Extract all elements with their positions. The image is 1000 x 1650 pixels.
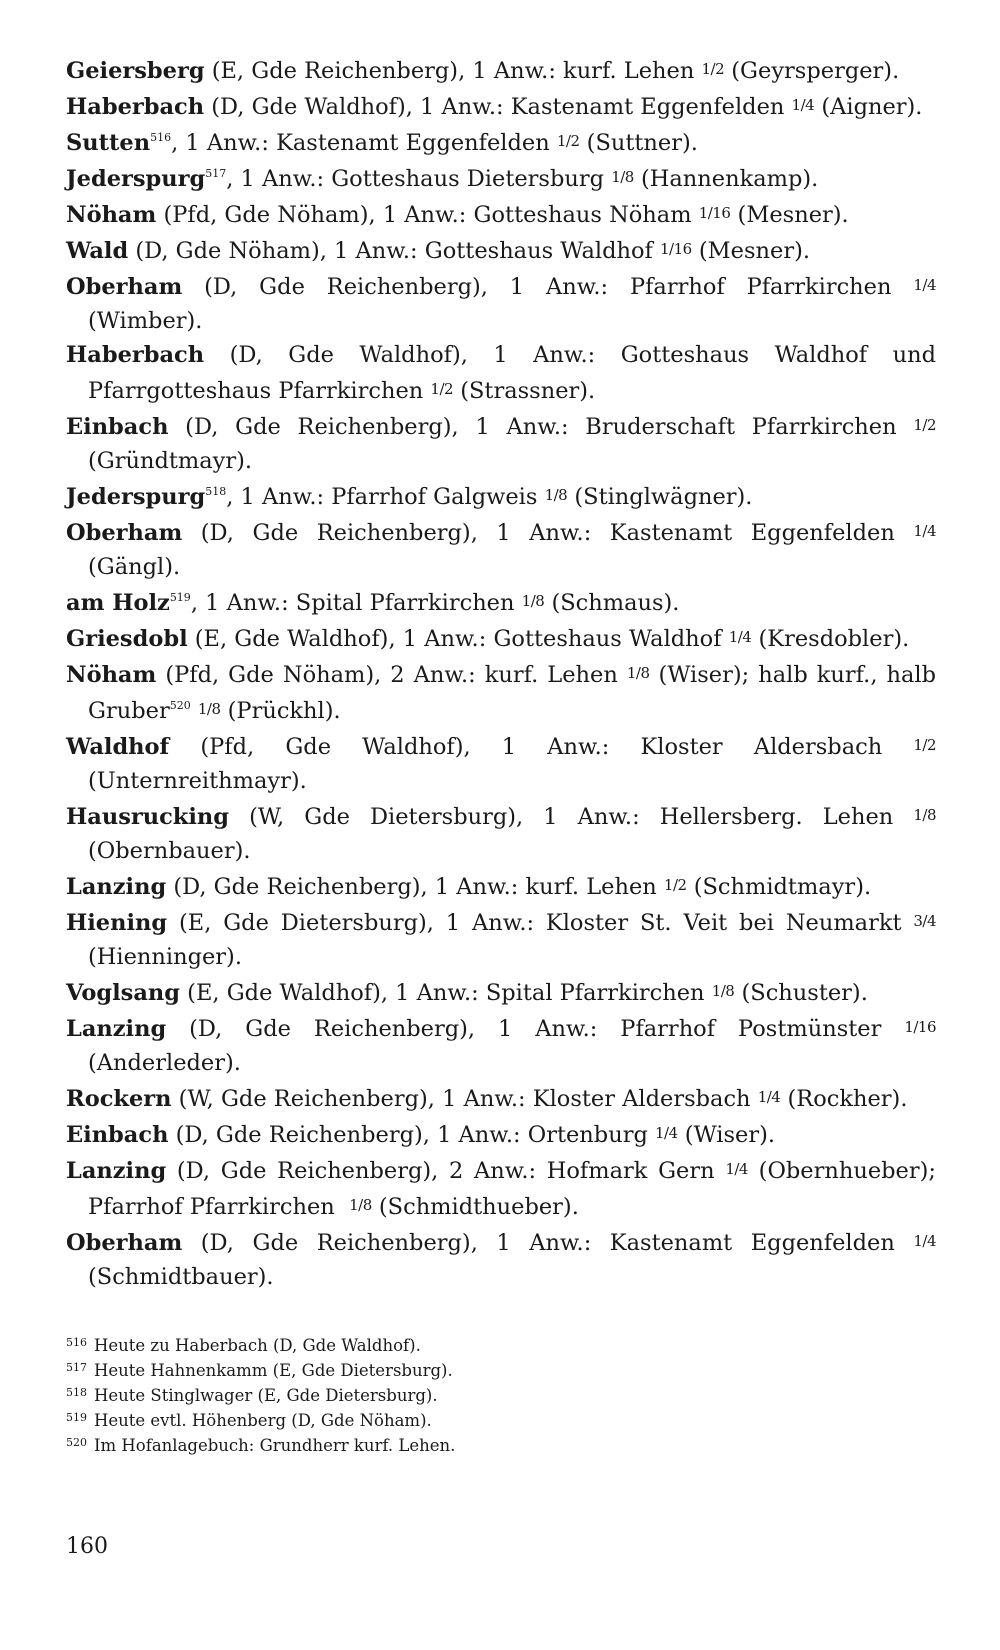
entry-text: (D, Gde Waldhof), 1 Anw.: Gotteshaus Waldhof und Pfarrgotteshaus Pfarrkirchen [88, 342, 936, 404]
footnote-ref: 516 [150, 131, 172, 144]
entry-text: (D, Gde Reichenberg), 1 Anw.: Pfarrhof Pfarrkirchen [182, 274, 914, 300]
place-name: Geiersberg [66, 58, 205, 84]
footnote-ref: 518 [205, 485, 227, 498]
footnote [66, 1357, 936, 1382]
share-fraction: 1/2 [430, 380, 454, 398]
place-name: Lanzing [66, 874, 167, 900]
place-name: Oberham [66, 520, 183, 546]
owner-name: (Aigner). [814, 94, 923, 120]
entry-text: (E, Gde Dietersburg), 1 Anw.: Kloster St. Veit bei Neumarkt [167, 910, 914, 936]
place-name: Wald [66, 238, 129, 264]
footnote [66, 1407, 936, 1432]
share-fraction: 1/4 [913, 522, 936, 540]
entry-text: (D, Gde Reichenberg), 1 Anw.: Pfarrhof Postmünster [166, 1016, 905, 1042]
footnote-text: Heute Stinglwager (E, Gde Dietersburg). [94, 1386, 438, 1405]
footnote-text: Heute evtl. Höhenberg (D, Gde Nöham). [94, 1411, 432, 1430]
share-fraction: 1/4 [728, 628, 752, 646]
entry-text: (E, Gde Waldhof), 1 Anw.: Spital Pfarrkirchen [180, 980, 712, 1006]
place-name: Lanzing [66, 1016, 167, 1042]
place-name: Jederspurg [66, 166, 206, 192]
owner-name: (Kresdobler). [751, 626, 910, 652]
share-fraction: 1/2 [701, 60, 725, 78]
owner-name: (Mesner). [730, 202, 849, 228]
share-fraction: 1/16 [660, 240, 692, 258]
share-fraction: 1/8 [913, 806, 936, 824]
owner-name: (Hienninger). [88, 944, 242, 970]
footnote-text: Heute zu Haberbach (D, Gde Waldhof). [94, 1336, 421, 1355]
entry-text: (D, Gde Waldhof), 1 Anw.: Kastenamt Eggenfelden [204, 94, 792, 120]
place-name: Voglsang [66, 980, 181, 1006]
entry-text: , 1 Anw.: Kastenamt Eggenfelden [171, 130, 557, 156]
share-fraction: 1/8 [611, 168, 634, 186]
owner-name: (Obernbauer). [88, 838, 251, 864]
entry [66, 1116, 936, 1152]
entry [66, 52, 936, 88]
entry [66, 1152, 936, 1224]
entry [66, 338, 936, 408]
owner-name: (Schmidtbauer). [88, 1264, 274, 1290]
share-fraction: 1/2 [913, 736, 936, 754]
entry [66, 584, 936, 620]
footnote-ref: 517 [205, 167, 227, 180]
entry-text: (Pfd, Gde Nöham), 2 Anw.: kurf. Lehen [156, 662, 627, 688]
entry [66, 408, 936, 478]
place-name: Sutten [66, 130, 151, 156]
footnote-ref: 519 [169, 591, 191, 604]
share-fraction: 1/2 [913, 416, 936, 434]
footnote-text: Im Hofanlagebuch: Grundherr kurf. Lehen. [94, 1436, 456, 1455]
owner-name: (Wimber). [88, 308, 203, 334]
place-name: Oberham [66, 1230, 183, 1256]
footnote-number: 516 [66, 1336, 87, 1349]
place-name: Haberbach [66, 342, 205, 368]
entry [66, 974, 936, 1010]
footnote [66, 1382, 936, 1407]
share-fraction: 1/8 [544, 486, 568, 504]
share-fraction: 1/2 [663, 876, 687, 894]
place-name: am Holz [66, 590, 170, 616]
owner-name: (Schmidtmayr). [686, 874, 872, 900]
entry-text: (E, Gde Waldhof), 1 Anw.: Gotteshaus Waldhof [187, 626, 729, 652]
owner-name: (Rockher). [780, 1086, 908, 1112]
owner-name: (Gängl). [88, 554, 181, 580]
entry-text: , 1 Anw.: Pfarrhof Galgweis [226, 484, 545, 510]
entry [66, 478, 936, 514]
owner-name: (Wiser). [677, 1122, 776, 1148]
entry [66, 620, 936, 656]
share-fraction: 1/4 [791, 96, 815, 114]
footnote-ref: 520 [169, 699, 191, 712]
owner-name: (Anderleder). [88, 1050, 241, 1076]
entry-text: (D, Gde Reichenberg), 1 Anw.: Ortenburg [168, 1122, 655, 1148]
place-name: Hiening [66, 910, 168, 936]
share-fraction: 1/16 [904, 1018, 936, 1036]
entry [66, 656, 936, 728]
share-fraction: 1/4 [655, 1124, 678, 1142]
footnote-number: 517 [66, 1361, 87, 1374]
page-body [66, 52, 936, 1457]
owner-name: (Schmaus). [544, 590, 680, 616]
entry [66, 514, 936, 584]
entry-text: , 1 Anw.: Gotteshaus Dietersburg [226, 166, 612, 192]
footnote [66, 1332, 936, 1357]
owner-name: (Hannenkamp). [633, 166, 819, 192]
footnote-number: 519 [66, 1411, 87, 1424]
entry [66, 868, 936, 904]
share-fraction: 1/8 [349, 1196, 372, 1214]
share-fraction: 1/8 [711, 982, 735, 1000]
owner-name: (Gründtmayr). [88, 448, 253, 474]
entry [66, 728, 936, 798]
entry-text: (D, Gde Reichenberg), 2 Anw.: Hofmark Gern [166, 1158, 726, 1184]
footnote-number: 520 [66, 1436, 87, 1449]
share-fraction: 1/16 [698, 204, 731, 222]
place-name: Waldhof [66, 734, 170, 760]
entry-list [66, 52, 936, 1294]
share-fraction: 1/8 [626, 664, 650, 682]
share-fraction: 1/8 [197, 700, 221, 718]
place-name: Hausrucking [66, 804, 230, 830]
entry [66, 268, 936, 338]
owner-name: (Schuster). [734, 980, 868, 1006]
entry [66, 232, 936, 268]
footnote-list [66, 1332, 936, 1457]
place-name: Lanzing [66, 1158, 167, 1184]
entry-text: (Pfd, Gde Waldhof), 1 Anw.: Kloster Aldersbach [169, 734, 914, 760]
place-name: Nöham [66, 662, 157, 688]
place-name: Rockern [66, 1086, 172, 1112]
footnote-number: 518 [66, 1386, 87, 1399]
entry [66, 798, 936, 868]
place-name: Griesdobl [66, 626, 188, 652]
owner-name: (Wiser); halb kurf., halb Gruber [88, 662, 936, 724]
place-name: Haberbach [66, 94, 205, 120]
owner-name: (Schmidthueber). [371, 1194, 579, 1220]
entry-text: (D, Gde Reichenberg), 1 Anw.: Kastenamt Eggenfelden [182, 1230, 914, 1256]
share-fraction: 1/4 [725, 1160, 748, 1178]
entry [66, 124, 936, 160]
place-name: Oberham [66, 274, 183, 300]
place-name: Einbach [66, 1122, 169, 1148]
share-fraction: 3/4 [913, 912, 936, 930]
page-number: 160 [66, 1534, 108, 1559]
entry-text: (D, Gde Reichenberg), 1 Anw.: Kastenamt Eggenfelden [182, 520, 914, 546]
footnote [66, 1432, 936, 1457]
place-name: Jederspurg [66, 484, 206, 510]
share-fraction: 1/8 [521, 592, 545, 610]
entry-text: (D, Gde Reichenberg), 1 Anw.: kurf. Lehen [166, 874, 664, 900]
share-fraction: 1/4 [913, 1232, 936, 1250]
entry [66, 904, 936, 974]
entry [66, 1224, 936, 1294]
entry [66, 1080, 936, 1116]
share-fraction: 1/4 [913, 276, 936, 294]
entry-text: (E, Gde Reichenberg), 1 Anw.: kurf. Lehen [204, 58, 702, 84]
entry [66, 160, 936, 196]
entry [66, 88, 936, 124]
owner-name: (Strassner). [453, 378, 596, 404]
owner-name: (Mesner). [691, 238, 811, 264]
entry-text: (W, Gde Reichenberg), 1 Anw.: Kloster Aldersbach [171, 1086, 758, 1112]
share-fraction: 1/4 [757, 1088, 781, 1106]
place-name: Nöham [66, 202, 157, 228]
owner-name: (Geyrsperger). [724, 58, 900, 84]
entry-text: (D, Gde Nöham), 1 Anw.: Gotteshaus Waldhof [128, 238, 660, 264]
entry-text: (Pfd, Gde Nöham), 1 Anw.: Gotteshaus Nöham [156, 202, 699, 228]
owner-name: (Obernhueber); Pfarrhof Pfarrkirchen [88, 1158, 936, 1220]
owner-name: (Stinglwägner). [567, 484, 753, 510]
owner-name: (Prückhl). [220, 698, 341, 724]
entry-text: (D, Gde Reichenberg), 1 Anw.: Bruderschaft Pfarrkirchen [168, 414, 914, 440]
entry [66, 196, 936, 232]
place-name: Einbach [66, 414, 169, 440]
footnote-text: Heute Hahnenkamm (E, Gde Dietersburg). [94, 1361, 453, 1380]
owner-name: (Unternreithmayr). [88, 768, 307, 794]
entry [66, 1010, 936, 1080]
share-fraction: 1/2 [556, 132, 580, 150]
owner-name: (Suttner). [579, 130, 698, 156]
entry-text: , 1 Anw.: Spital Pfarrkirchen [190, 590, 522, 616]
entry-text: (W, Gde Dietersburg), 1 Anw.: Hellersberg. Lehen [229, 804, 914, 830]
